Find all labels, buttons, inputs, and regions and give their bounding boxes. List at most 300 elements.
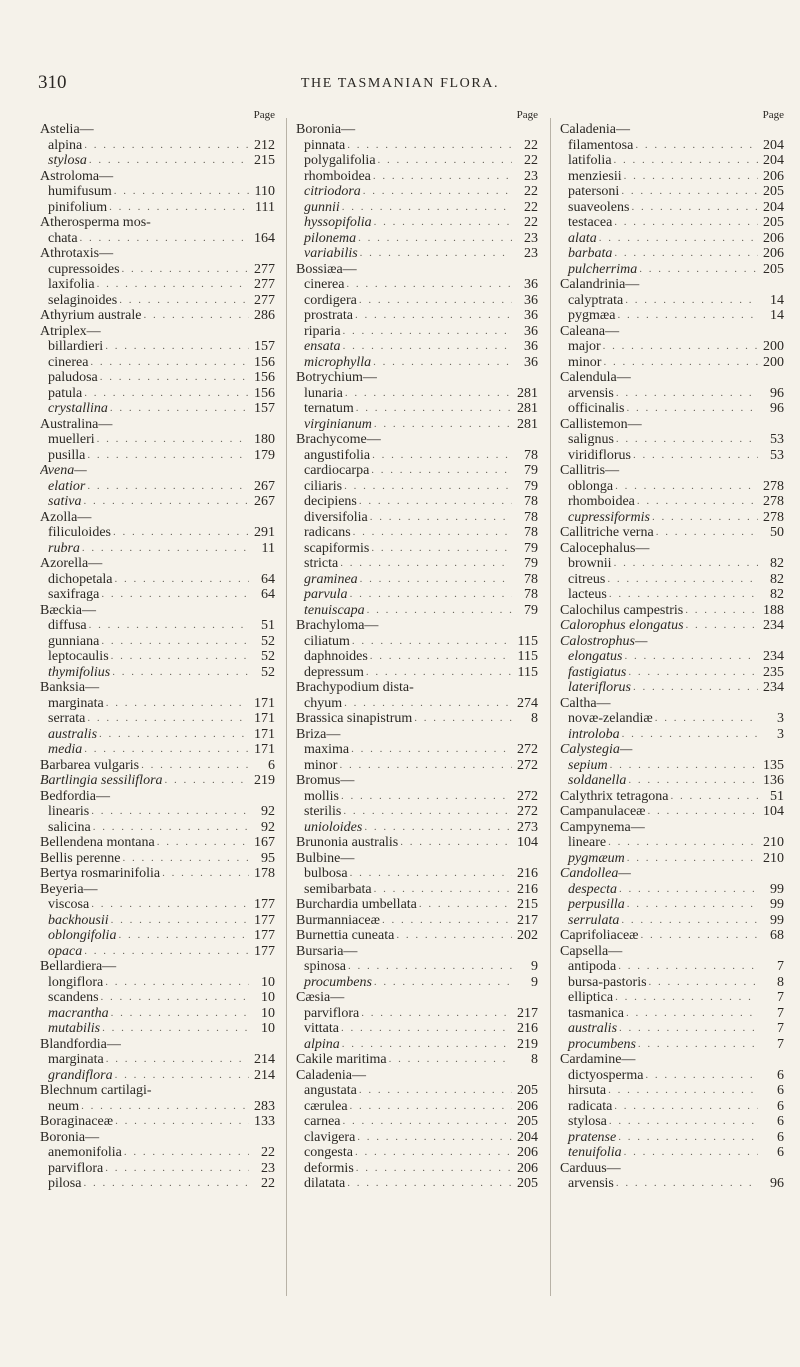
index-entry (560, 386, 784, 402)
entry-name: pilosa (48, 1176, 82, 1191)
entry-name: sativa (48, 494, 82, 509)
index-heading (40, 215, 275, 231)
index-entry (40, 355, 275, 371)
entry-name: rubra (48, 540, 80, 556)
index-heading (560, 370, 784, 386)
entry-page: 95 (261, 850, 275, 866)
index-heading (560, 417, 784, 433)
entry-name: perpusilla (568, 897, 625, 912)
entry-name: Burmanniaceæ (296, 912, 380, 928)
entry-name: prostrata (304, 308, 353, 323)
entry-page: 272 (517, 757, 538, 773)
leader-dots (607, 1114, 758, 1130)
entry-name: tenuiscapa (304, 602, 365, 618)
entry-name: parvula (304, 587, 348, 602)
entry-page: 7 (777, 990, 784, 1005)
leader-dots (614, 1176, 758, 1192)
index-entry (296, 820, 538, 836)
leader-dots (100, 1021, 249, 1037)
index-heading (40, 510, 275, 526)
index-entry (296, 184, 538, 200)
index-entry (40, 494, 275, 510)
entry-page: 92 (261, 819, 275, 835)
page-column-label: Page (762, 109, 784, 121)
index-entry (296, 897, 538, 913)
entry-name: Caladenia— (296, 1067, 366, 1083)
index-heading (560, 866, 784, 882)
leader-dots (623, 293, 758, 309)
leader-dots (608, 758, 758, 774)
index-heading (296, 122, 538, 138)
leader-dots (163, 773, 249, 789)
leader-dots (104, 1052, 249, 1068)
entry-name: cardiocarpa (304, 463, 370, 478)
index-entry (296, 246, 538, 262)
index-heading (296, 773, 538, 789)
index-heading (296, 680, 538, 696)
entry-name: unioloides (304, 819, 363, 835)
entry-name: Bellendena montana (40, 835, 155, 850)
index-heading (296, 944, 538, 960)
entry-page: 157 (254, 339, 275, 354)
leader-dots (622, 169, 758, 185)
column-divider (550, 118, 551, 1296)
index-entry (40, 277, 275, 293)
entry-page: 22 (524, 199, 538, 215)
entry-page: 216 (517, 866, 538, 881)
index-heading (40, 1083, 275, 1099)
leader-dots (633, 138, 758, 154)
entry-name: Cardamine— (560, 1052, 636, 1067)
entry-page: 36 (524, 323, 538, 339)
leader-dots (369, 463, 512, 479)
index-entry (296, 324, 538, 340)
entry-name: Brunonia australis (296, 835, 399, 850)
entry-page: 23 (524, 230, 538, 246)
index-entry (296, 882, 538, 898)
index-entry (296, 463, 538, 479)
entry-page: 36 (524, 339, 538, 354)
index-entry (40, 1052, 275, 1068)
leader-dots (646, 804, 758, 820)
entry-name: calyptrata (568, 292, 624, 308)
entry-page: 99 (770, 912, 784, 928)
index-entry (296, 758, 538, 774)
entry-page: 78 (524, 509, 538, 525)
entry-name: minor (568, 354, 602, 370)
entry-page: 6 (777, 1067, 784, 1083)
entry-name: cupressoides (48, 261, 120, 277)
index-entry (296, 308, 538, 324)
entry-name: cinerea (304, 277, 345, 292)
entry-name: arvensis (568, 385, 614, 401)
entry-name: Calythrix tetragona (560, 788, 669, 804)
entry-name: microphylla (304, 354, 372, 370)
index-entry (560, 200, 784, 216)
entry-name: elatior (48, 478, 86, 494)
leader-dots (341, 324, 512, 340)
leader-dots (350, 634, 512, 650)
leader-dots (109, 1006, 249, 1022)
leader-dots (95, 432, 249, 448)
entry-name: bursa-pastoris (568, 974, 647, 990)
leader-dots (607, 587, 758, 603)
entry-page: 8 (531, 1052, 538, 1067)
entry-name: parviflora (304, 1005, 360, 1021)
index-entry (560, 401, 784, 417)
entry-name: officinalis (568, 401, 625, 416)
leader-dots (348, 1099, 512, 1115)
leader-dots (601, 355, 758, 371)
index-entry (560, 339, 784, 355)
entry-name: australis (48, 726, 98, 742)
entry-name: pinifolium (48, 199, 108, 215)
leader-dots (79, 1099, 249, 1115)
index-entry (296, 696, 538, 712)
index-entry (296, 1145, 538, 1161)
entry-name: minor (304, 757, 338, 773)
entry-name: sepium (568, 757, 608, 773)
leader-dots (111, 525, 249, 541)
index-entry (560, 587, 784, 603)
index-heading (40, 324, 275, 340)
entry-page: 206 (517, 1160, 538, 1176)
entry-page: 3 (777, 726, 784, 742)
entry-name: Cakile maritima (296, 1052, 387, 1067)
entry-name: billardieri (48, 339, 104, 354)
entry-name: brownii (568, 556, 612, 571)
leader-dots (359, 1006, 512, 1022)
index-heading (40, 1130, 275, 1146)
entry-name: selaginoides (48, 292, 118, 308)
entry-name: Calostrophus— (560, 633, 648, 649)
entry-name: Brassica sinapistrum (296, 711, 413, 726)
leader-dots (619, 913, 758, 929)
leader-dots (89, 804, 249, 820)
leader-dots (626, 665, 758, 681)
index-entry (560, 851, 784, 867)
entry-page: 214 (254, 1052, 275, 1067)
entry-name: saxifraga (48, 587, 100, 602)
entry-name: Bertya rosmarinifolia (40, 866, 161, 881)
entry-name: testacea (568, 215, 613, 230)
page-column-label: Page (516, 109, 538, 121)
index-heading (296, 727, 538, 743)
leader-dots (368, 649, 512, 665)
index-heading (40, 1037, 275, 1053)
entry-page: 96 (770, 385, 784, 401)
entry-name: chyum (304, 695, 343, 711)
entry-page: 64 (261, 571, 275, 587)
index-entry (40, 1114, 275, 1130)
entry-name: Australina— (40, 416, 113, 432)
entry-page: 200 (763, 354, 784, 370)
entry-name: latifolia (568, 153, 612, 168)
index-heading (560, 820, 784, 836)
leader-dots (122, 1145, 249, 1161)
entry-name: depressum (304, 664, 364, 680)
leader-dots (612, 1099, 758, 1115)
leader-dots (643, 1068, 758, 1084)
entry-page: 78 (524, 494, 538, 509)
index-entry (560, 975, 784, 991)
entry-page: 217 (517, 912, 538, 928)
index-entry (296, 649, 538, 665)
leader-dots (629, 200, 758, 216)
index-entry (560, 1068, 784, 1084)
index-entry (40, 1099, 275, 1115)
leader-dots (647, 975, 758, 991)
leader-dots (345, 1176, 512, 1192)
entry-name: scandens (48, 990, 99, 1005)
entry-name: ciliatum (304, 633, 350, 649)
leader-dots (622, 649, 758, 665)
entry-name: Caleana— (560, 323, 620, 339)
leader-dots (362, 820, 512, 836)
leader-dots (82, 386, 249, 402)
leader-dots (103, 339, 249, 355)
entry-page: 51 (261, 618, 275, 633)
entry-name: vittata (304, 1021, 339, 1036)
index-heading (40, 246, 275, 262)
index-heading (296, 990, 538, 1006)
index-heading (40, 556, 275, 572)
leader-dots (612, 556, 758, 572)
entry-page: 7 (777, 1036, 784, 1052)
index-entry (296, 603, 538, 619)
index-entry (296, 1176, 538, 1192)
leader-dots (368, 510, 512, 526)
index-entry (40, 928, 275, 944)
entry-name: Calocephalus— (560, 540, 650, 556)
leader-dots (358, 246, 512, 262)
entry-name: pinnata (304, 137, 346, 153)
entry-name: lateriflorus (568, 680, 632, 695)
index-entry (296, 525, 538, 541)
entry-page: 36 (524, 308, 538, 323)
leader-dots (340, 200, 512, 216)
running-head: THE TASMANIAN FLORA. (300, 76, 500, 91)
entry-page: 36 (524, 292, 538, 308)
index-entry (296, 200, 538, 216)
entry-page: 115 (517, 649, 538, 664)
index-entry (296, 169, 538, 185)
index-entry (296, 1161, 538, 1177)
entry-page: 202 (517, 928, 538, 943)
leader-dots (616, 1130, 758, 1146)
entry-name: ternatum (304, 401, 354, 416)
index-entry (296, 711, 538, 727)
entry-name: Blechnum cartilagi- (40, 1083, 152, 1098)
index-entry (560, 1176, 784, 1192)
index-entry (296, 866, 538, 882)
entry-name: pratense (568, 1129, 617, 1145)
entry-page: 286 (254, 308, 275, 323)
entry-name: Bedfordia— (40, 788, 110, 804)
leader-dots (113, 572, 249, 588)
entry-name: stylosa (48, 153, 87, 168)
entry-page: 277 (254, 292, 275, 308)
leader-dots (97, 727, 249, 743)
entry-name: crystallina (48, 401, 108, 416)
index-entry (296, 510, 538, 526)
entry-page: 79 (524, 463, 538, 478)
entry-page: 23 (524, 168, 538, 184)
index-entry (296, 355, 538, 371)
leader-dots (606, 1083, 758, 1099)
entry-page: 156 (254, 354, 275, 370)
leader-dots (103, 975, 249, 991)
entry-name: cærulea (304, 1098, 348, 1114)
entry-page: 11 (261, 540, 275, 556)
entry-page: 171 (254, 742, 275, 757)
entry-name: hirsuta (568, 1083, 607, 1098)
entry-page: 52 (261, 633, 275, 649)
leader-dots (110, 665, 249, 681)
leader-dots (635, 494, 758, 510)
leader-dots (354, 1161, 512, 1177)
entry-page: 10 (261, 990, 275, 1005)
entry-page: 51 (770, 788, 784, 804)
entry-page: 204 (763, 199, 784, 215)
index-heading (560, 1052, 784, 1068)
index-entry (296, 1099, 538, 1115)
index-entry (40, 386, 275, 402)
entry-page: 7 (777, 959, 784, 974)
entry-name: backhousii (48, 912, 109, 928)
entry-name: Atriplex— (40, 323, 101, 339)
entry-page: 82 (770, 587, 784, 602)
leader-dots (340, 1037, 512, 1053)
leader-dots (357, 494, 512, 510)
leader-dots (99, 587, 249, 603)
index-column-3 (560, 108, 784, 1192)
entry-name: paludosa (48, 370, 98, 385)
entry-name: Briza— (296, 726, 341, 742)
leader-dots (358, 572, 512, 588)
entry-name: cupressiformis (568, 509, 650, 525)
entry-name: radicans (304, 525, 351, 540)
entry-page: 22 (524, 215, 538, 230)
entry-page: 216 (517, 1021, 538, 1036)
entry-page: 210 (763, 850, 784, 866)
entry-page: 217 (517, 1005, 538, 1021)
entry-name: cordigera (304, 292, 357, 308)
entry-name: riparia (304, 323, 341, 339)
entry-name: Candollea— (560, 866, 631, 881)
index-entry (560, 494, 784, 510)
index-entry (560, 1145, 784, 1161)
index-entry (296, 215, 538, 231)
entry-name: Atherosperma mos- (40, 215, 151, 230)
index-entry (40, 153, 275, 169)
leader-dots (109, 913, 249, 929)
entry-page: 23 (524, 246, 538, 261)
leader-dots (387, 1052, 512, 1068)
index-entry (560, 1083, 784, 1099)
entry-name: daphnoides (304, 649, 368, 664)
entry-page: 278 (763, 494, 784, 509)
entry-name: Botrychium— (296, 370, 377, 385)
entry-page: 10 (261, 1005, 275, 1021)
index-entry (296, 1130, 538, 1146)
entry-name: sterilis (304, 804, 342, 819)
entry-name: ciliaris (304, 478, 343, 494)
entry-page: 205 (517, 1083, 538, 1098)
index-heading (40, 463, 275, 479)
index-entry (296, 634, 538, 650)
index-entry (296, 479, 538, 495)
leader-dots (160, 866, 249, 882)
entry-name: oblongifolia (48, 928, 117, 943)
entry-page: 171 (254, 711, 275, 726)
leader-dots (616, 959, 758, 975)
index-entry (40, 541, 275, 557)
index-entry (296, 1114, 538, 1130)
index-entry (40, 866, 275, 882)
entry-name: Bæckia— (40, 602, 96, 618)
entry-page: 277 (254, 277, 275, 292)
entry-name: maxima (304, 742, 350, 757)
leader-dots (139, 758, 249, 774)
entry-page: 179 (254, 447, 275, 463)
index-entry (296, 804, 538, 820)
entry-name: patersoni (568, 184, 620, 199)
leader-dots (613, 990, 758, 1006)
entry-name: muelleri (48, 432, 95, 447)
entry-page: 52 (261, 664, 275, 680)
entry-name: Brachypodium dista- (296, 680, 414, 695)
entry-name: hyssopifolia (304, 215, 372, 230)
entry-name: salignus (568, 432, 614, 447)
entry-name: Athyrium australe (40, 308, 142, 323)
leader-dots (107, 200, 249, 216)
index-heading (40, 789, 275, 805)
leader-dots (353, 1145, 512, 1161)
leader-dots (80, 541, 249, 557)
index-entry (40, 339, 275, 355)
entry-name: thymifolius (48, 664, 111, 680)
index-entry (296, 913, 538, 929)
index-entry (560, 649, 784, 665)
index-heading (296, 370, 538, 386)
entry-page: 204 (763, 137, 784, 153)
entry-name: novæ-zelandiæ (568, 711, 653, 726)
index-entry (296, 835, 538, 851)
entry-page: 235 (763, 664, 784, 680)
entry-name: humifusum (48, 184, 112, 199)
index-entry (560, 215, 784, 231)
entry-name: Calystegia— (560, 742, 633, 757)
entry-name: spinosa (304, 959, 346, 974)
index-entry (560, 711, 784, 727)
index-entry (296, 153, 538, 169)
leader-dots (668, 789, 758, 805)
index-entry (560, 897, 784, 913)
entry-name: Carduus— (560, 1160, 621, 1176)
index-heading (296, 262, 538, 278)
index-entry (560, 262, 784, 278)
entry-page: 14 (770, 308, 784, 323)
entry-name: procumbens (568, 1036, 636, 1052)
index-entry (40, 1006, 275, 1022)
index-entry (560, 572, 784, 588)
entry-page: 78 (524, 447, 538, 463)
leader-dots (625, 897, 758, 913)
entry-page: 22 (524, 184, 538, 199)
leader-dots (113, 1068, 249, 1084)
entry-page: 23 (261, 1160, 275, 1176)
